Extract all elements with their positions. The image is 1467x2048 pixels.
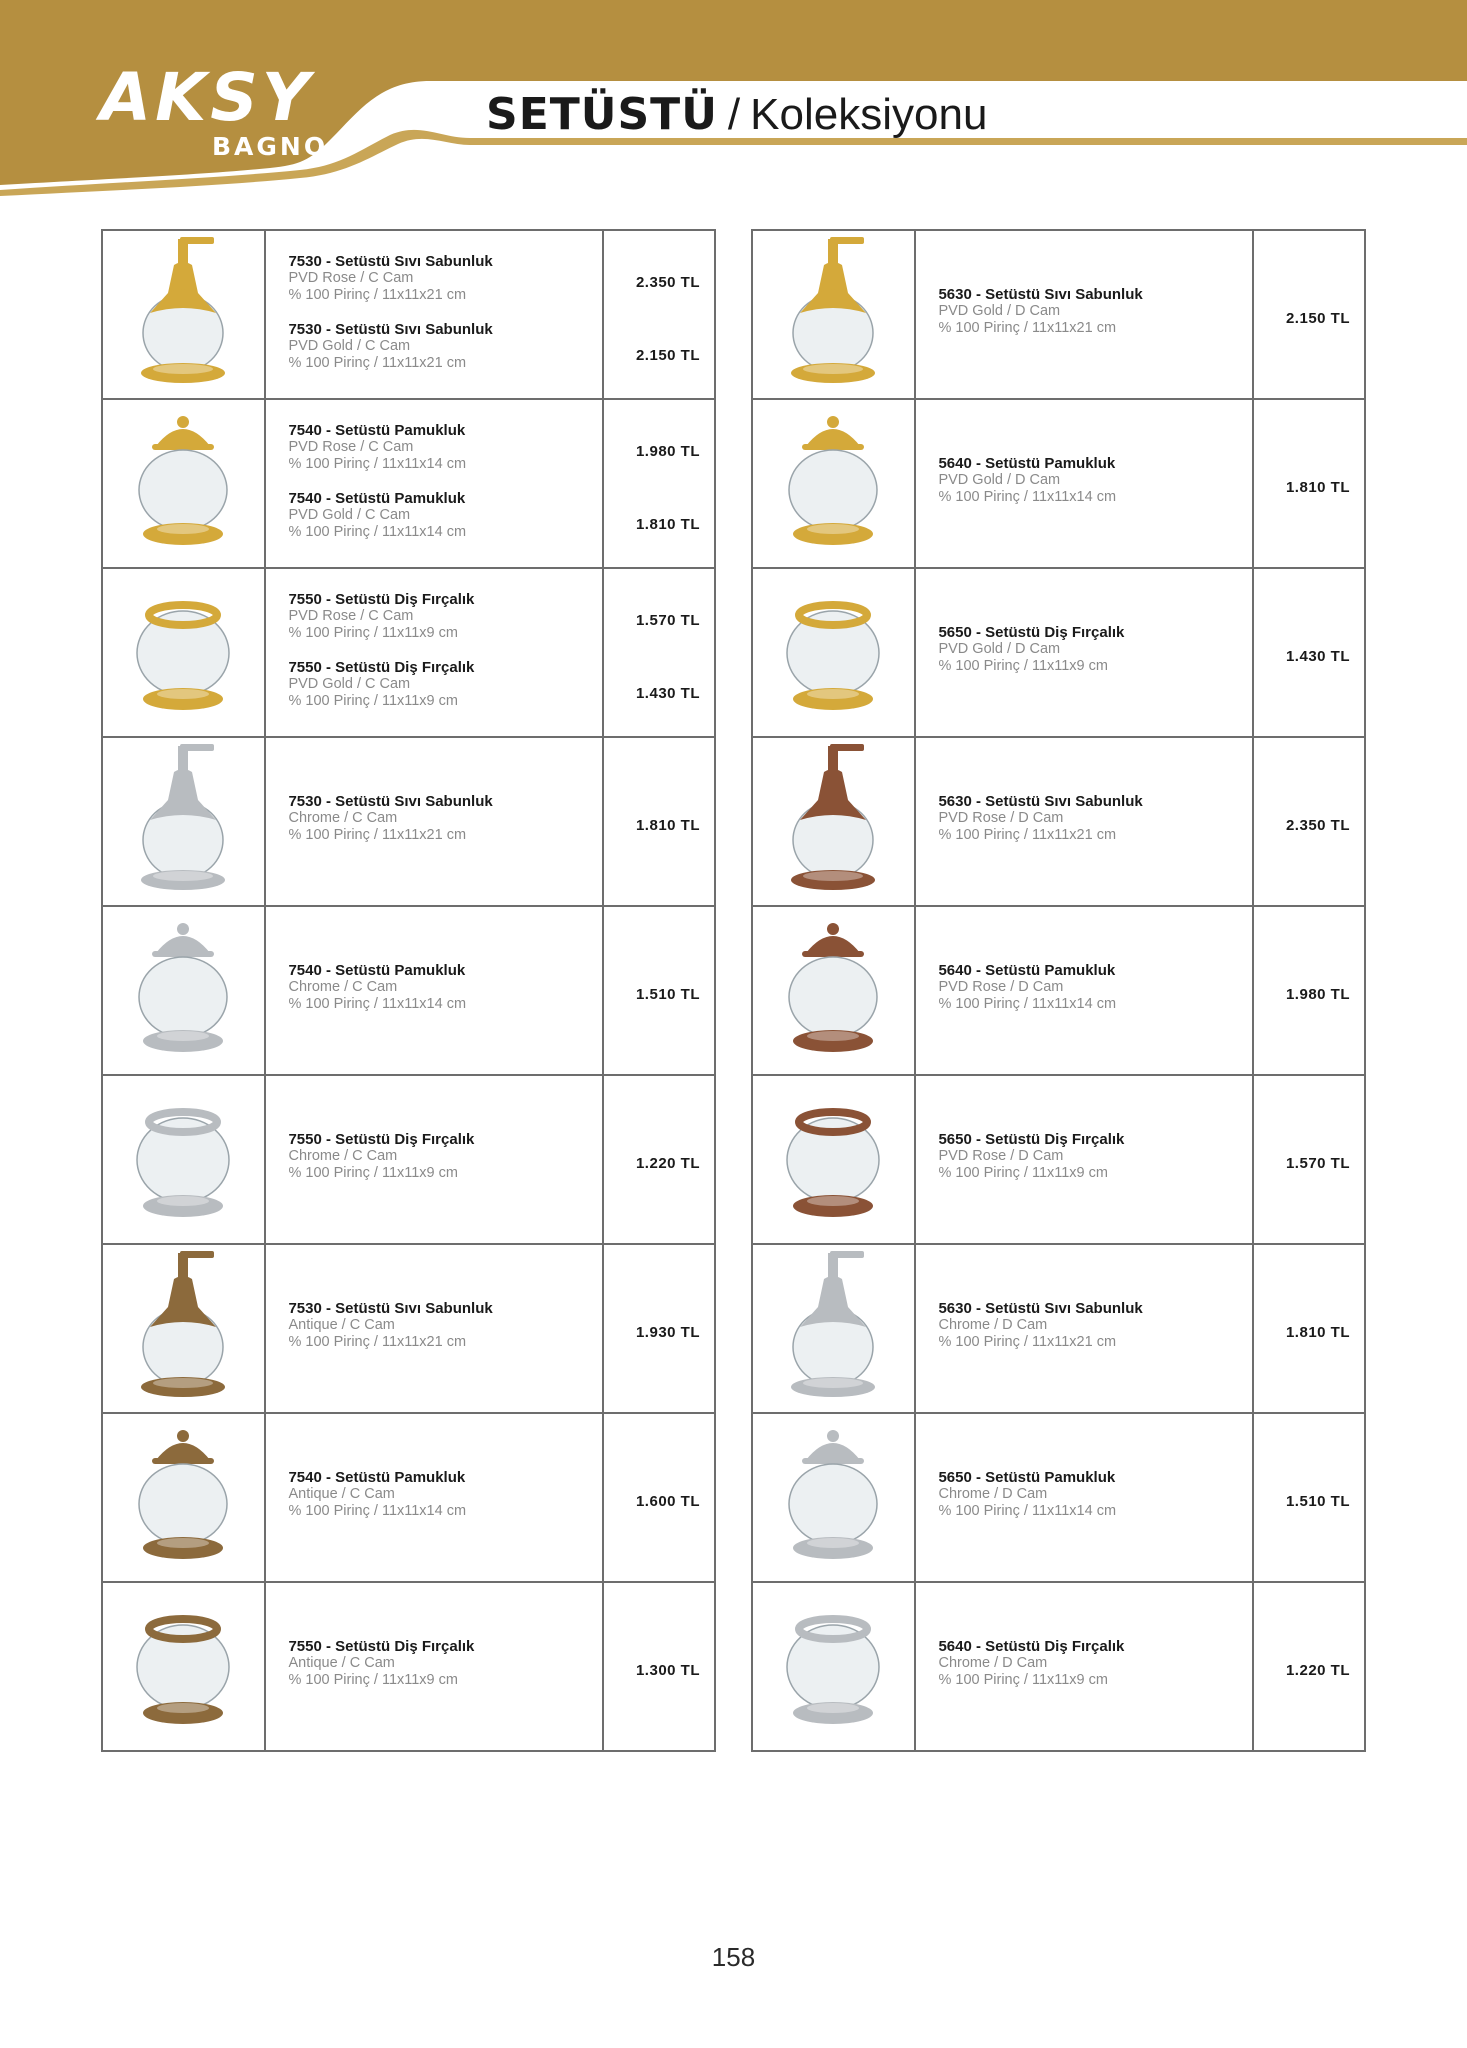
product-description: [266, 400, 604, 567]
product-image: [101, 231, 266, 398]
product-description: [266, 907, 604, 1074]
product-photo-chrome-brush: [774, 1585, 892, 1745]
product-text-block: [288, 591, 474, 641]
product-image: [101, 1245, 266, 1412]
product-row: [101, 1414, 716, 1583]
product-price: 1.510 TL: [635, 986, 700, 1003]
product-text-block: [288, 793, 492, 843]
product-material-size: % 100 Pirinç / 11x11x9 cm: [288, 1164, 458, 1181]
product-price: 2.150 TL: [1285, 310, 1350, 327]
product-text-block: [288, 321, 492, 371]
product-text-block: [288, 1638, 474, 1688]
product-name: 7530 - Setüstü Sıvı Sabunluk: [288, 321, 493, 338]
product-price: 1.810 TL: [1285, 479, 1350, 496]
product-description: [916, 1245, 1254, 1412]
product-description: [266, 1583, 604, 1750]
product-finish: Antique / C Cam: [288, 1486, 395, 1502]
product-description: [916, 1583, 1254, 1750]
product-finish: PVD Gold / C Cam: [288, 507, 411, 523]
product-finish: Chrome / C Cam: [288, 810, 398, 826]
product-description: [916, 231, 1254, 398]
page-number: 158: [711, 1942, 756, 1972]
product-row: [101, 1076, 716, 1245]
product-photo-rose-brush: [774, 1078, 892, 1238]
product-name: 7540 - Setüstü Pamukluk: [288, 1469, 466, 1486]
product-photo-chrome-soap: [774, 1247, 892, 1407]
product-description: [916, 569, 1254, 736]
product-material-size: % 100 Pirinç / 11x11x9 cm: [938, 1671, 1108, 1688]
product-row: [751, 229, 1366, 400]
product-image: [101, 907, 266, 1074]
product-photo-gold-jar: [124, 402, 242, 562]
product-row: [101, 1245, 716, 1414]
product-finish: Chrome / C Cam: [288, 1148, 398, 1164]
product-finish: Chrome / C Cam: [288, 979, 398, 995]
page-title-separator: /: [727, 90, 741, 139]
product-image: [101, 400, 266, 567]
product-row: [101, 907, 716, 1076]
product-description: [916, 738, 1254, 905]
product-image: [751, 400, 916, 567]
product-name: 5650 - Setüstü Diş Fırçalık: [938, 1131, 1125, 1148]
product-price-cell: [1254, 231, 1366, 398]
product-photo-gold-brush: [124, 571, 242, 731]
product-text-block: [938, 455, 1116, 505]
product-price-cell: [604, 1414, 716, 1581]
product-finish: PVD Rose / C Cam: [288, 270, 414, 286]
product-image: [101, 1583, 266, 1750]
product-photo-antique-jar: [124, 1416, 242, 1576]
product-material-size: % 100 Pirinç / 11x11x21 cm: [938, 319, 1117, 336]
product-material-size: % 100 Pirinç / 11x11x9 cm: [288, 624, 458, 641]
product-image: [751, 1076, 916, 1243]
product-text-block: [938, 286, 1142, 336]
product-text-block: [938, 793, 1142, 843]
product-photo-gold-brush: [774, 571, 892, 731]
product-text-block: [938, 1469, 1116, 1519]
product-name: 5650 - Setüstü Diş Fırçalık: [938, 624, 1125, 641]
product-text-block: [938, 1131, 1124, 1181]
product-text-block: [288, 1469, 466, 1519]
product-text-block: [288, 422, 466, 472]
product-price: 1.220 TL: [635, 1155, 700, 1172]
product-material-size: % 100 Pirinç / 11x11x14 cm: [288, 995, 467, 1012]
product-photo-chrome-brush: [124, 1078, 242, 1238]
product-price: 1.810 TL: [635, 817, 700, 834]
product-price-cell: [604, 1245, 716, 1412]
product-row: [751, 1583, 1366, 1752]
product-image: [101, 738, 266, 905]
product-name: 7540 - Setüstü Pamukluk: [288, 422, 466, 439]
product-row: [751, 1414, 1366, 1583]
brand-logo-sub: BAGNO: [212, 132, 329, 161]
product-material-size: % 100 Pirinç / 11x11x14 cm: [938, 1502, 1117, 1519]
product-price-cell: [1254, 1245, 1366, 1412]
product-price: 1.980 TL: [635, 443, 700, 460]
product-finish: Chrome / D Cam: [938, 1486, 1048, 1502]
product-name: 7540 - Setüstü Pamukluk: [288, 962, 466, 979]
product-price-cell: [1254, 1583, 1366, 1750]
product-finish: PVD Rose / C Cam: [288, 439, 414, 455]
product-material-size: % 100 Pirinç / 11x11x14 cm: [938, 995, 1117, 1012]
product-material-size: % 100 Pirinç / 11x11x21 cm: [288, 354, 467, 371]
product-price-cell: [604, 231, 716, 398]
product-price: 2.350 TL: [1285, 817, 1350, 834]
product-description: [266, 1245, 604, 1412]
product-material-size: % 100 Pirinç / 11x11x21 cm: [938, 826, 1117, 843]
product-row: [751, 569, 1366, 738]
product-material-size: % 100 Pirinç / 11x11x14 cm: [288, 523, 467, 540]
product-name: 7530 - Setüstü Sıvı Sabunluk: [288, 793, 493, 810]
product-row: [751, 738, 1366, 907]
product-image: [751, 1245, 916, 1412]
product-price: 1.570 TL: [635, 612, 700, 629]
product-price: 2.150 TL: [635, 347, 700, 364]
product-photo-antique-brush: [124, 1585, 242, 1745]
product-photo-chrome-jar: [774, 1416, 892, 1576]
product-price-cell: [1254, 400, 1366, 567]
product-price: 1.810 TL: [635, 516, 700, 533]
product-price-cell: [604, 1583, 716, 1750]
product-material-size: % 100 Pirinç / 11x11x21 cm: [288, 826, 467, 843]
product-row: [751, 400, 1366, 569]
product-description: [266, 1414, 604, 1581]
product-text-block: [288, 962, 466, 1012]
product-finish: Antique / C Cam: [288, 1655, 395, 1671]
right-product-table: [751, 229, 1366, 1752]
product-name: 7530 - Setüstü Sıvı Sabunluk: [288, 1300, 493, 1317]
product-text-block: [288, 1131, 474, 1181]
product-text-block: [288, 1300, 492, 1350]
product-image: [101, 1076, 266, 1243]
product-finish: Chrome / D Cam: [938, 1317, 1048, 1333]
product-finish: PVD Gold / D Cam: [938, 641, 1061, 657]
product-photo-chrome-soap: [124, 740, 242, 900]
product-price-cell: [1254, 1414, 1366, 1581]
product-finish: PVD Gold / C Cam: [288, 338, 411, 354]
product-photo-gold-soap: [774, 233, 892, 393]
product-material-size: % 100 Pirinç / 11x11x9 cm: [938, 657, 1108, 674]
page-title-light: Koleksiyonu: [750, 90, 988, 139]
product-price: 1.300 TL: [635, 1662, 700, 1679]
product-image: [751, 1583, 916, 1750]
product-price-cell: [1254, 1076, 1366, 1243]
product-price: 1.570 TL: [1285, 1155, 1350, 1172]
product-price-cell: [604, 569, 716, 736]
product-price: 1.600 TL: [635, 1493, 700, 1510]
product-text-block: [938, 624, 1124, 674]
product-row: [751, 1245, 1366, 1414]
product-finish: PVD Gold / D Cam: [938, 303, 1061, 319]
product-description: [266, 1076, 604, 1243]
product-material-size: % 100 Pirinç / 11x11x9 cm: [288, 1671, 458, 1688]
product-row: [101, 400, 716, 569]
product-photo-rose-jar: [774, 909, 892, 1069]
product-photo-gold-jar: [774, 402, 892, 562]
product-text-block: [288, 659, 474, 709]
product-price-cell: [604, 738, 716, 905]
product-description: [266, 569, 604, 736]
product-finish: Chrome / D Cam: [938, 1655, 1048, 1671]
page-title: [486, 88, 987, 142]
product-photo-chrome-jar: [124, 909, 242, 1069]
product-name: 7550 - Setüstü Diş Fırçalık: [288, 1131, 475, 1148]
product-description: [916, 907, 1254, 1074]
product-description: [916, 1076, 1254, 1243]
product-image: [751, 1414, 916, 1581]
product-price-cell: [604, 907, 716, 1074]
product-material-size: % 100 Pirinç / 11x11x21 cm: [288, 286, 467, 303]
product-image: [751, 738, 916, 905]
product-image: [751, 231, 916, 398]
product-finish: PVD Rose / D Cam: [938, 810, 1064, 826]
product-name: 5650 - Setüstü Pamukluk: [938, 1469, 1116, 1486]
product-name: 5630 - Setüstü Sıvı Sabunluk: [938, 793, 1143, 810]
product-name: 7530 - Setüstü Sıvı Sabunluk: [288, 253, 493, 270]
product-image: [101, 1414, 266, 1581]
product-row: [101, 229, 716, 400]
product-text-block: [938, 1300, 1142, 1350]
product-name: 5640 - Setüstü Pamukluk: [938, 962, 1116, 979]
product-finish: PVD Rose / C Cam: [288, 608, 414, 624]
product-name: 7540 - Setüstü Pamukluk: [288, 490, 466, 507]
product-price: 1.430 TL: [635, 685, 700, 702]
product-price: 2.350 TL: [635, 274, 700, 291]
product-price-cell: [1254, 569, 1366, 736]
product-description: [266, 738, 604, 905]
product-name: 5640 - Setüstü Pamukluk: [938, 455, 1116, 472]
product-price-cell: [1254, 907, 1366, 1074]
product-price: 1.430 TL: [1285, 648, 1350, 665]
product-photo-gold-soap: [124, 233, 242, 393]
product-price: 1.810 TL: [1285, 1324, 1350, 1341]
product-finish: PVD Rose / D Cam: [938, 1148, 1064, 1164]
product-price-cell: [604, 1076, 716, 1243]
product-finish: PVD Gold / C Cam: [288, 676, 411, 692]
product-photo-rose-soap: [774, 740, 892, 900]
product-material-size: % 100 Pirinç / 11x11x14 cm: [288, 455, 467, 472]
product-finish: Antique / C Cam: [288, 1317, 395, 1333]
product-material-size: % 100 Pirinç / 11x11x14 cm: [288, 1502, 467, 1519]
product-name: 7550 - Setüstü Diş Fırçalık: [288, 659, 475, 676]
product-row: [101, 1583, 716, 1752]
product-description: [916, 400, 1254, 567]
product-material-size: % 100 Pirinç / 11x11x9 cm: [938, 1164, 1108, 1181]
product-price: 1.930 TL: [635, 1324, 700, 1341]
product-material-size: % 100 Pirinç / 11x11x21 cm: [288, 1333, 467, 1350]
page-title-strong: SETÜSTÜ: [486, 89, 718, 140]
product-price: 1.220 TL: [1285, 1662, 1350, 1679]
product-price-cell: [1254, 738, 1366, 905]
product-row: [751, 907, 1366, 1076]
brand-logo: [100, 59, 350, 162]
product-price: 1.510 TL: [1285, 1493, 1350, 1510]
product-image: [751, 569, 916, 736]
left-product-table: [101, 229, 716, 1752]
product-finish: PVD Rose / D Cam: [938, 979, 1064, 995]
product-text-block: [288, 490, 466, 540]
product-image: [101, 569, 266, 736]
product-price-cell: [604, 400, 716, 567]
product-name: 7550 - Setüstü Diş Fırçalık: [288, 591, 475, 608]
product-row: [101, 569, 716, 738]
product-text-block: [938, 962, 1116, 1012]
brand-logo-main: AKSY: [100, 59, 314, 136]
product-row: [101, 738, 716, 907]
product-material-size: % 100 Pirinç / 11x11x9 cm: [288, 692, 458, 709]
product-material-size: % 100 Pirinç / 11x11x14 cm: [938, 488, 1117, 505]
product-name: 5640 - Setüstü Diş Fırçalık: [938, 1638, 1125, 1655]
product-name: 5630 - Setüstü Sıvı Sabunluk: [938, 286, 1143, 303]
product-name: 5630 - Setüstü Sıvı Sabunluk: [938, 1300, 1143, 1317]
product-description: [266, 231, 604, 398]
product-price: 1.980 TL: [1285, 986, 1350, 1003]
product-photo-antique-soap: [124, 1247, 242, 1407]
product-text-block: [288, 253, 492, 303]
product-name: 7550 - Setüstü Diş Fırçalık: [288, 1638, 475, 1655]
product-description: [916, 1414, 1254, 1581]
product-text-block: [938, 1638, 1124, 1688]
product-row: [751, 1076, 1366, 1245]
page-header: [0, 0, 1467, 200]
product-material-size: % 100 Pirinç / 11x11x21 cm: [938, 1333, 1117, 1350]
product-finish: PVD Gold / D Cam: [938, 472, 1061, 488]
product-image: [751, 907, 916, 1074]
